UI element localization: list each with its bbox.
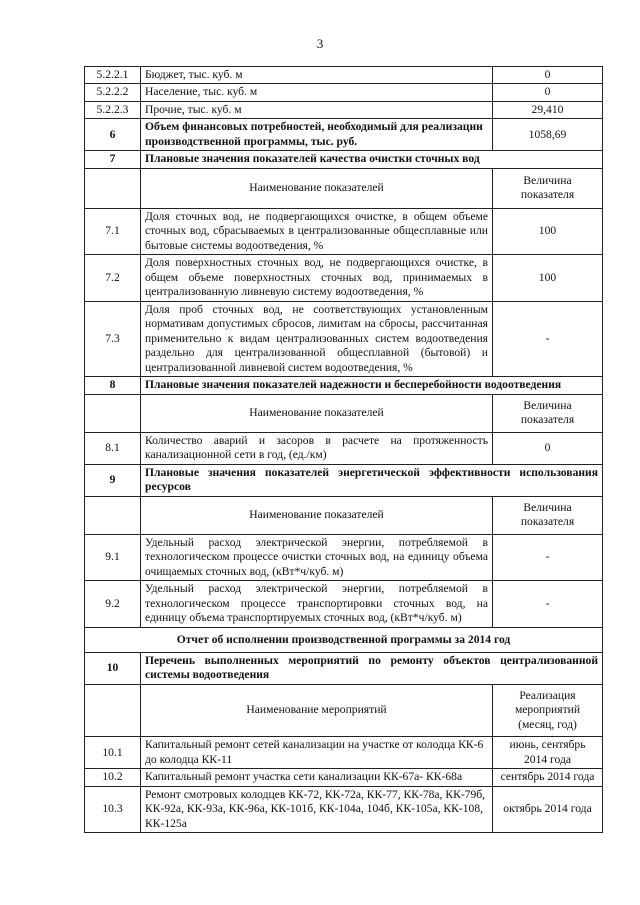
row-number: 7.2 [85,255,141,301]
row-text: Прочие, тыс. куб. м [141,101,493,118]
row-value: - [493,581,603,627]
table-row [85,301,603,376]
column-header-value: Реализация мероприятий (месяц, год) [493,684,603,736]
table-row [85,208,603,254]
row-value: июнь, сентябрь 2014 года [493,737,603,769]
row-text: Удельный расход электрической энергии, потребляемой в технологическом процессе очистки сточных вод, на единицу объема очищаемых сточных вод, (кВт*ч/куб. м) [141,534,493,580]
column-header-row [85,394,603,432]
row-number: 7.1 [85,208,141,254]
row-text: Объем финансовых потребностей, необходимый для реализации производственной программы, тыс. руб. [141,119,493,151]
section-number: 7 [85,151,141,168]
section-number: 8 [85,377,141,394]
row-value: - [493,534,603,580]
section-header-row [85,377,603,394]
row-number: 10.1 [85,737,141,769]
row-value: 0 [493,432,603,464]
column-header-value: Величина показателя [493,394,603,432]
table-row [85,769,603,786]
column-header-name: Наименование показателей [141,168,493,208]
column-header-name: Наименование показателей [141,496,493,534]
row-text: Доля сточных вод, не подвергающихся очистке, в общем объеме сточных вод, сбрасываемых в централизованные общесплавные или бытовые системы водоотведения, % [141,208,493,254]
table-row [85,737,603,769]
empty-cell [85,684,141,736]
row-text: Удельный расход электрической энергии, потребляемой в технологическом процессе транспортировки сточных вод, на единицу объема транспортируемых сточных вод, (кВт*ч/куб. м) [141,581,493,627]
column-header-row [85,496,603,534]
row-value: 100 [493,208,603,254]
row-text: Бюджет, тыс. куб. м [141,67,493,84]
table-row [85,534,603,580]
section-header-row [85,151,603,168]
table-row [85,255,603,301]
row-text: Доля проб сточных вод, не соответствующих установленным нормативам допустимых сбросов, лимитам на сбросы, рассчитанная применительно к видам централизованных систем водоотведения раздельно для централизованной общесплавной (бытовой) и централизованной ливневой систем водоотведения, % [141,301,493,376]
section-title: Плановые значения показателей качества очистки сточных вод [141,151,603,168]
column-header-value: Величина показателя [493,168,603,208]
row-value: - [493,301,603,376]
column-header-row [85,684,603,736]
empty-cell [85,496,141,534]
row-text: Количество аварий и засоров в расчете на протяженность канализационной сети в год, (ед./км) [141,432,493,464]
row-value: 0 [493,84,603,101]
empty-cell [85,168,141,208]
page-number: 3 [316,36,324,51]
row-value: 1058,69 [493,119,603,151]
row-number: 6 [85,119,141,151]
row-number: 5.2.2.2 [85,84,141,101]
row-number: 5.2.2.3 [85,101,141,118]
row-value: 29,410 [493,101,603,118]
row-number: 10.2 [85,769,141,786]
section-title: Плановые значения показателей надежности и бесперебойности водоотведения [141,377,603,394]
section-number: 10 [85,652,141,684]
row-text: Доля поверхностных сточных вод, не подвергающихся очистке, в общем объеме поверхностных сточных вод, принимаемых в централизованную ливневую систему водоотведения, % [141,255,493,301]
row-text: Капитальный ремонт сетей канализации на участке от колодца КК-6 до колодца КК-11 [141,737,493,769]
section-header-row [85,464,603,496]
column-header-name: Наименование мероприятий [141,684,493,736]
row-text: Население, тыс. куб. м [141,84,493,101]
row-number: 5.2.2.1 [85,67,141,84]
table-row [85,67,603,84]
table-row [85,581,603,627]
row-number: 9.1 [85,534,141,580]
section-title: Перечень выполненных мероприятий по ремонту объектов централизованной системы водоотведения [141,652,603,684]
report-title-row [85,627,603,652]
column-header-name: Наименование показателей [141,394,493,432]
row-text: Капитальный ремонт участка сети канализации КК-67а- КК-68а [141,769,493,786]
table-row [85,432,603,464]
empty-cell [85,394,141,432]
section-header-row [85,652,603,684]
row-value: 0 [493,67,603,84]
row-value: октябрь 2014 года [493,786,603,832]
row-number: 8.1 [85,432,141,464]
column-header-value: Величина показателя [493,496,603,534]
row-value: сентябрь 2014 года [493,769,603,786]
column-header-row [85,168,603,208]
row-text: Ремонт смотровых колодцев КК-72, КК-72а, КК-77, КК-78а, КК-79б, КК-92а, КК-93а, КК-96а, КК-101б, КК-104а, 104б, КК-105а, КК-108, КК-125а [141,786,493,832]
row-value: 100 [493,255,603,301]
section-title: Плановые значения показателей энергетической эффективности использования ресурсов [141,464,603,496]
row-number: 10.3 [85,786,141,832]
section-number: 9 [85,464,141,496]
table-row [85,101,603,118]
report-title: Отчет об исполнении производственной программы за 2014 год [85,627,603,652]
table-row [85,84,603,101]
production-program-table [84,66,603,833]
table-row [85,119,603,151]
table-row [85,786,603,832]
row-number: 7.3 [85,301,141,376]
row-number: 9.2 [85,581,141,627]
